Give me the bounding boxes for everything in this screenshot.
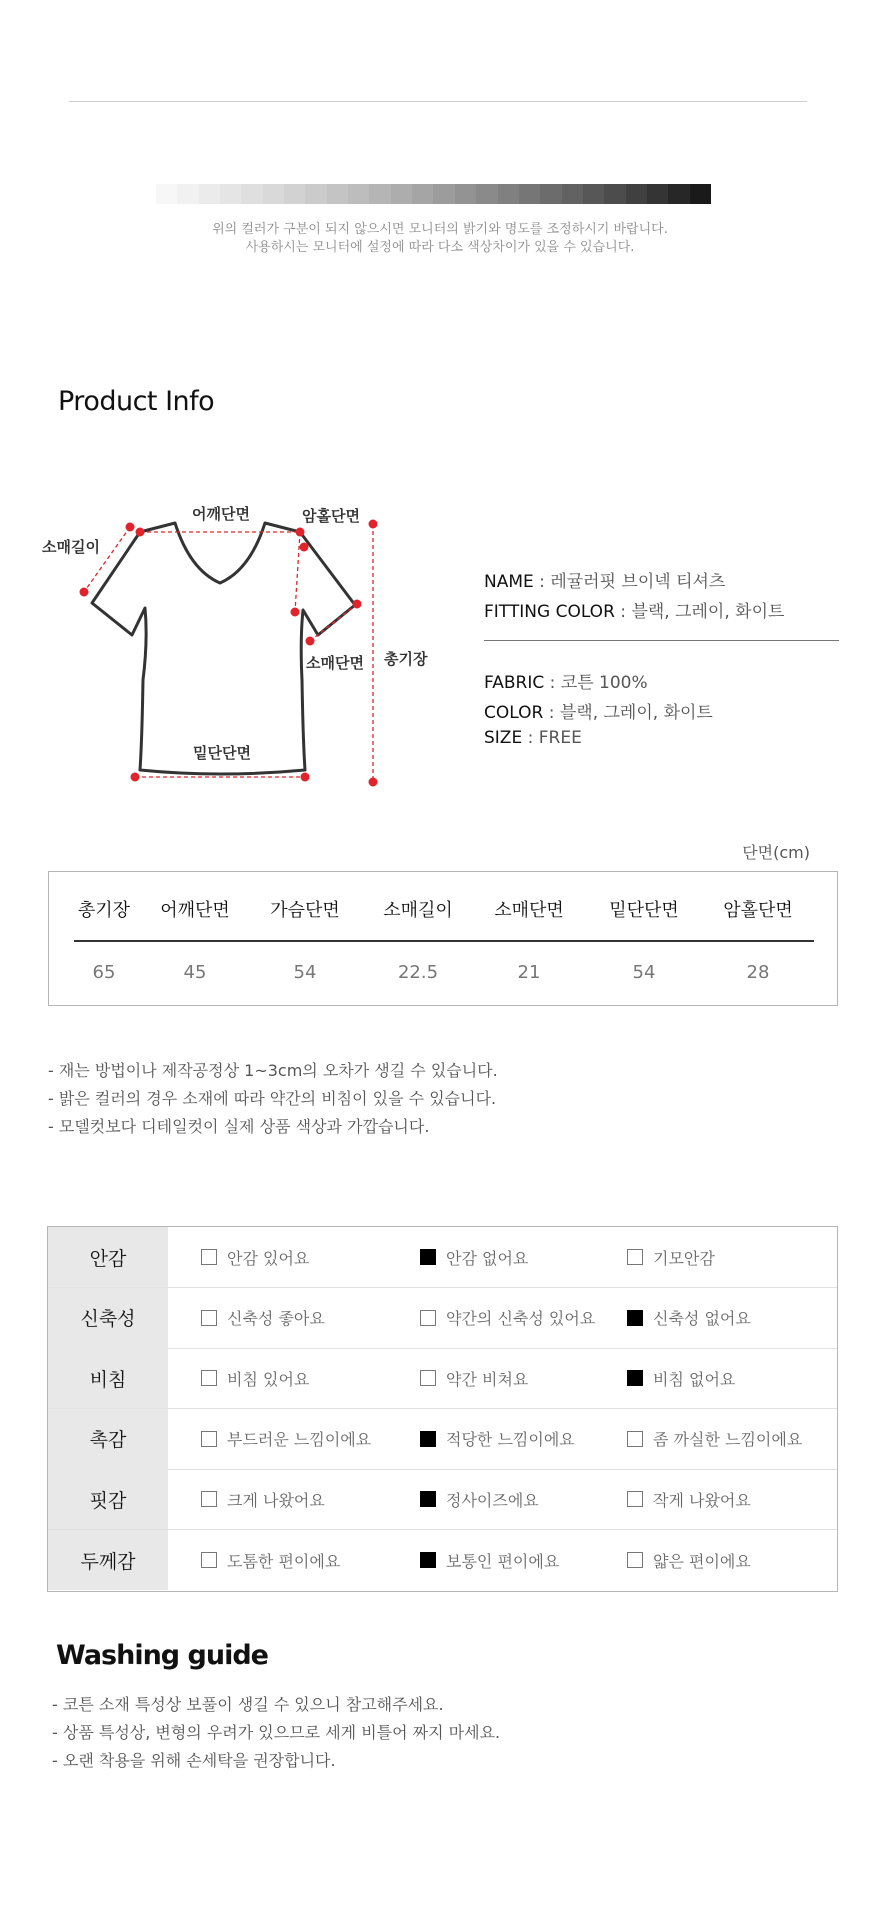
- attribute-option: [420, 1409, 575, 1469]
- monitor-note-1: 위의 컬러가 구분이 되지 않으시면 모니터의 밝기와 명도를 조정하시기 바랍니다.: [212, 222, 668, 237]
- size-header-cell: 어깨단면: [160, 900, 230, 921]
- gray-swatch: [391, 184, 412, 204]
- attribute-option: [627, 1469, 751, 1529]
- attribute-option: [201, 1409, 371, 1469]
- empty-box-icon: [201, 1370, 217, 1386]
- checked-box-icon: [420, 1431, 436, 1447]
- size-table-rule: [74, 940, 814, 942]
- checked-box-icon: [420, 1552, 436, 1568]
- gray-scale-bar: [156, 184, 711, 204]
- attribute-option-label: 얇은 편이에요: [653, 1551, 751, 1571]
- empty-box-icon: [420, 1370, 436, 1386]
- note-item: - 재는 방법이나 제작공정상 1~3cm의 오차가 생길 수 있습니다.: [48, 1061, 498, 1080]
- attribute-option: [201, 1348, 309, 1408]
- attribute-row: [48, 1409, 837, 1470]
- size-table: [48, 871, 838, 1006]
- info-fitting: FITTING COLOR : 블랙, 그레이, 화이트: [484, 602, 785, 622]
- attribute-option-label: 신축성 없어요: [653, 1309, 751, 1329]
- attribute-option-label: 보통인 편이에요: [446, 1551, 560, 1571]
- attribute-option: [201, 1530, 340, 1590]
- gray-swatch: [284, 184, 305, 204]
- attribute-option-label: 안감 있어요: [227, 1248, 310, 1268]
- checked-box-icon: [420, 1491, 436, 1507]
- attribute-option-label: 비침 없어요: [653, 1369, 736, 1389]
- gray-swatch: [498, 184, 519, 204]
- gray-swatch: [220, 184, 241, 204]
- size-table-header: [69, 896, 809, 926]
- info-fabric-value: 코튼 100%: [560, 673, 648, 693]
- gray-swatch: [433, 184, 454, 204]
- empty-box-icon: [201, 1491, 217, 1507]
- attribute-row: [48, 1530, 837, 1590]
- top-divider: [69, 101, 807, 102]
- attribute-option-label: 약간 비쳐요: [446, 1369, 529, 1389]
- gray-swatch: [476, 184, 497, 204]
- attribute-option: [627, 1530, 751, 1590]
- gray-swatch: [519, 184, 540, 204]
- gray-swatch: [177, 184, 198, 204]
- attribute-option: [627, 1288, 751, 1348]
- size-header-cell: 총기장: [77, 900, 131, 921]
- label-armhole: 암홀단면: [302, 507, 360, 525]
- gray-swatch: [540, 184, 561, 204]
- checked-box-icon: [420, 1249, 436, 1265]
- info-name-value: 레귤러핏 브이넥 티셔츠: [550, 572, 726, 592]
- note-item: - 밝은 컬러의 경우 소재에 따라 약간의 비침이 있을 수 있습니다.: [48, 1089, 497, 1108]
- info-size-label: SIZE: [484, 728, 523, 748]
- size-header-cell: 가슴단면: [270, 900, 340, 921]
- info-name-label: NAME: [484, 572, 534, 592]
- gray-swatch: [369, 184, 390, 204]
- checked-box-icon: [627, 1370, 643, 1386]
- note-item: - 모델컷보다 디테일컷이 실제 상품 색상과 가깝습니다.: [48, 1117, 430, 1136]
- attribute-label: 핏감: [48, 1469, 168, 1529]
- washing-notes: [52, 1691, 500, 1775]
- washing-note-item: - 오랜 착용을 위해 손세탁을 권장합니다.: [52, 1751, 336, 1770]
- info-fitting-value: 블랙, 그레이, 화이트: [631, 602, 785, 622]
- gray-swatch: [562, 184, 583, 204]
- gray-swatch: [348, 184, 369, 204]
- attribute-table: [47, 1226, 838, 1592]
- empty-box-icon: [627, 1552, 643, 1568]
- empty-box-icon: [201, 1310, 217, 1326]
- size-header-cell: 밑단단면: [609, 900, 679, 921]
- size-value-cell: 54: [293, 962, 317, 983]
- attribute-option-label: 신축성 좋아요: [227, 1309, 325, 1329]
- empty-box-icon: [201, 1552, 217, 1568]
- attribute-option: [420, 1288, 595, 1348]
- info-size-value: FREE: [538, 728, 582, 748]
- size-value-cell: 45: [183, 962, 207, 983]
- size-value-cell: 22.5: [397, 962, 439, 983]
- attribute-option: [420, 1530, 559, 1590]
- washing-guide-title: Washing guide: [56, 1640, 268, 1671]
- attribute-option-label: 약간의 신축성 있어요: [446, 1309, 596, 1329]
- attribute-option: [420, 1348, 528, 1408]
- gray-swatch: [604, 184, 625, 204]
- attribute-option-label: 좀 까실한 느낌이에요: [653, 1430, 803, 1450]
- attribute-option: [627, 1348, 735, 1408]
- gray-swatch: [327, 184, 348, 204]
- attribute-row: [48, 1348, 837, 1409]
- attribute-row: [48, 1227, 837, 1288]
- size-header-cell: 암홀단면: [723, 900, 793, 921]
- checked-box-icon: [627, 1310, 643, 1326]
- gray-swatch: [305, 184, 326, 204]
- gray-swatch: [647, 184, 668, 204]
- gray-swatch: [455, 184, 476, 204]
- attribute-option: [420, 1227, 528, 1287]
- monitor-note-2: 사용하시는 모니터에 설정에 따라 다소 색상차이가 있을 수 있습니다.: [245, 240, 635, 255]
- shirt-outline: [92, 523, 355, 774]
- attribute-row: [48, 1469, 837, 1530]
- label-sleeve-width: 소매단면: [306, 654, 364, 672]
- size-value-cell: 28: [746, 962, 770, 983]
- gray-swatch: [156, 184, 177, 204]
- empty-box-icon: [627, 1491, 643, 1507]
- attribute-option: [627, 1227, 715, 1287]
- gray-swatch: [199, 184, 220, 204]
- label-shoulder: 어깨단면: [192, 505, 250, 523]
- attribute-option-label: 적당한 느낌이에요: [446, 1430, 575, 1450]
- info-name: NAME : 레귤러핏 브이넥 티셔츠: [484, 572, 726, 592]
- empty-box-icon: [627, 1249, 643, 1265]
- size-header-cell: 소매단면: [494, 900, 564, 921]
- attribute-label: 안감: [48, 1227, 168, 1287]
- info-color-label: COLOR: [484, 703, 544, 723]
- attribute-label: 신축성: [48, 1288, 168, 1348]
- info-fitting-label: FITTING COLOR: [484, 602, 615, 622]
- info-divider: [484, 640, 839, 641]
- attribute-label: 촉감: [48, 1409, 168, 1469]
- gray-swatch: [690, 184, 711, 204]
- gray-swatch: [241, 184, 262, 204]
- attribute-option-label: 안감 없어요: [446, 1248, 529, 1268]
- gray-swatch: [583, 184, 604, 204]
- size-table-values: [69, 962, 809, 983]
- empty-box-icon: [201, 1431, 217, 1447]
- measure-notes: [48, 1057, 498, 1141]
- attribute-label: 두께감: [48, 1530, 168, 1590]
- info-fabric-label: FABRIC: [484, 673, 545, 693]
- empty-box-icon: [201, 1249, 217, 1265]
- size-value-cell: 65: [92, 962, 116, 983]
- info-fabric: FABRIC : 코튼 100%: [484, 673, 648, 693]
- info-color-value: 블랙, 그레이, 화이트: [559, 703, 713, 723]
- gray-swatch: [668, 184, 689, 204]
- washing-note-item: - 상품 특성상, 변형의 우려가 있으므로 세게 비틀어 짜지 마세요.: [52, 1723, 501, 1742]
- label-total-length: 총기장: [384, 650, 428, 668]
- washing-note-item: - 코튼 소재 특성상 보풀이 생길 수 있으니 참고해주세요.: [52, 1695, 444, 1714]
- size-header-cell: 소매길이: [383, 900, 453, 921]
- attribute-option-label: 작게 나왔어요: [653, 1490, 751, 1510]
- info-size: SIZE : FREE: [484, 728, 582, 748]
- empty-box-icon: [627, 1431, 643, 1447]
- attribute-option-label: 정사이즈에요: [446, 1490, 539, 1510]
- attribute-option: [627, 1409, 802, 1469]
- label-hem: 밑단단면: [193, 744, 251, 762]
- attribute-option: [420, 1469, 539, 1529]
- label-sleeve-length: 소매길이: [42, 538, 100, 556]
- empty-box-icon: [420, 1310, 436, 1326]
- size-value-cell: 54: [632, 962, 656, 983]
- attribute-option-label: 비침 있어요: [227, 1369, 310, 1389]
- attribute-option-label: 크게 나왔어요: [227, 1490, 325, 1510]
- attribute-option-label: 도톰한 편이에요: [227, 1551, 341, 1571]
- attribute-option: [201, 1469, 325, 1529]
- attribute-option: [201, 1227, 309, 1287]
- attribute-row: [48, 1288, 837, 1349]
- attribute-option-label: 기모안감: [653, 1248, 715, 1268]
- attribute-label: 비침: [48, 1348, 168, 1408]
- info-color: COLOR : 블랙, 그레이, 화이트: [484, 703, 713, 723]
- size-value-cell: 21: [517, 962, 541, 983]
- product-info-title: Product Info: [58, 386, 215, 417]
- attribute-option-label: 부드러운 느낌이에요: [227, 1430, 372, 1450]
- gray-swatch: [263, 184, 284, 204]
- attribute-option: [201, 1288, 325, 1348]
- gray-swatch: [412, 184, 433, 204]
- gray-swatch: [626, 184, 647, 204]
- size-unit: 단면(cm): [742, 843, 810, 862]
